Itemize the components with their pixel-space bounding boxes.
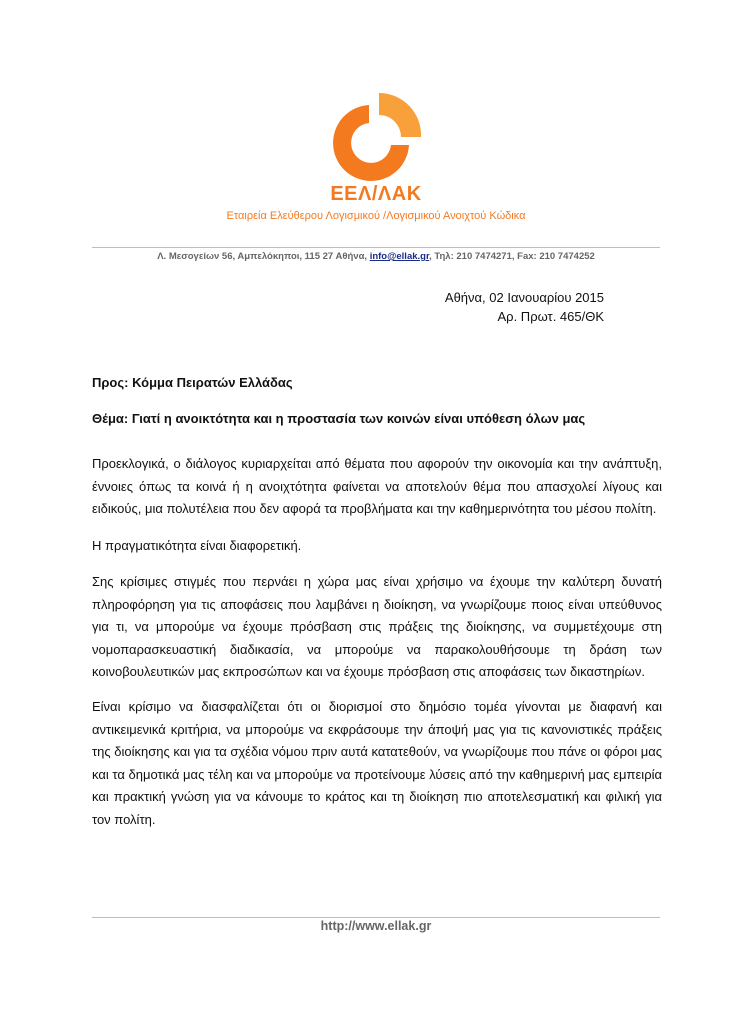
subject-line: Θέμα: Γιατί η ανοικτότητα και η προστασία των κοινών είναι υπόθεση όλων μας xyxy=(92,411,586,426)
address-text: Λ. Μεσογείων 56, Αμπελόκηποι, 115 27 Αθήνα, xyxy=(157,251,368,262)
organization-tagline: Εταιρεία Ελεύθερου Λογισμικού /Λογισμικού Ανοιχτού Κώδικα xyxy=(226,210,526,222)
footer-website-link[interactable]: http://www.ellak.gr xyxy=(320,919,432,933)
header-divider xyxy=(92,247,660,248)
organization-logo-name: ΕΕΛ/ΛΑΚ xyxy=(330,183,422,205)
header-contact-line xyxy=(0,251,752,262)
footer-divider xyxy=(92,917,660,918)
body-paragraph: Σης κρίσιμες στιγμές που περνάει η χώρα μας είναι χρήσιμο να έχουμε την καλύτερη δυνατή πληροφόρηση για τις αποφάσεις που λαμβάνει η διοίκηση, να γνωρίζουμε ποιος είναι υπεύθυνος για τι, να μπορούμε να έχουμε πρόσβαση στις πράξεις της διοίκησης, να συμμετέχουμε στη νομοπαρασκευαστική διαδικασία, να μπορούμε να παρακολουθήσουμε τη δράση των κοινοβουλευτικών μας εκπροσώπων και να έχουμε πρόσβαση στις αποφάσεις των δικαστηρίων. xyxy=(92,574,662,679)
ellak-logo-icon xyxy=(321,93,421,193)
body-paragraph: Είναι κρίσιμο να διασφαλίζεται ότι οι διορισμοί στο δημόσιο τομέα γίνονται με διαφανή και αντικειμενικά κριτήρια, να μπορούμε να εκφράσουμε την άποψή μας για τις κανονιστικές πράξεις της διοίκησης και για τα σχέδια νόμου πριν αυτά κατατεθούν, να γνωρίζουμε που πάνε οι φόροι μας και τα δημοτικά μας τέλη και να μπορούμε να προτείνουμε λύσεις από την καθημερινή μας εμπειρία και πρακτική γνώση για να κάνουμε το κράτος και τη διοίκηση πιο αποτελεσματική και φιλική για τον πολίτη. xyxy=(92,699,662,827)
body-paragraph: Η πραγματικότητα είναι διαφορετική. xyxy=(92,538,302,553)
email-link[interactable]: info@ellak.gr xyxy=(369,251,430,262)
phone-fax-text: , Τηλ: 210 7474271, Fax: 210 7474252 xyxy=(429,251,595,262)
body-paragraph: Προεκλογικά, ο διάλογος κυριαρχείται από θέματα που αφορούν την οικονομία και την ανάπτυξη, έννοιες όπως τα κοινά ή η ανοιχτότητα φαίνεται να αποτελούν θέμα που απασχολεί λίγους και ειδικούς, μια πολυτέλεια που δεν αφορά τα προβλήματα και την καθημερινότητα του μέσου πολίτη. xyxy=(92,456,662,516)
date-block xyxy=(360,288,604,326)
recipient-line: Προς: Κόμμα Πειρατών Ελλάδας xyxy=(92,375,293,390)
protocol-number: Αρ. Πρωτ. 465/ΘΚ xyxy=(497,309,604,324)
letter-date: Αθήνα, 02 Ιανουαρίου 2015 xyxy=(444,290,604,305)
